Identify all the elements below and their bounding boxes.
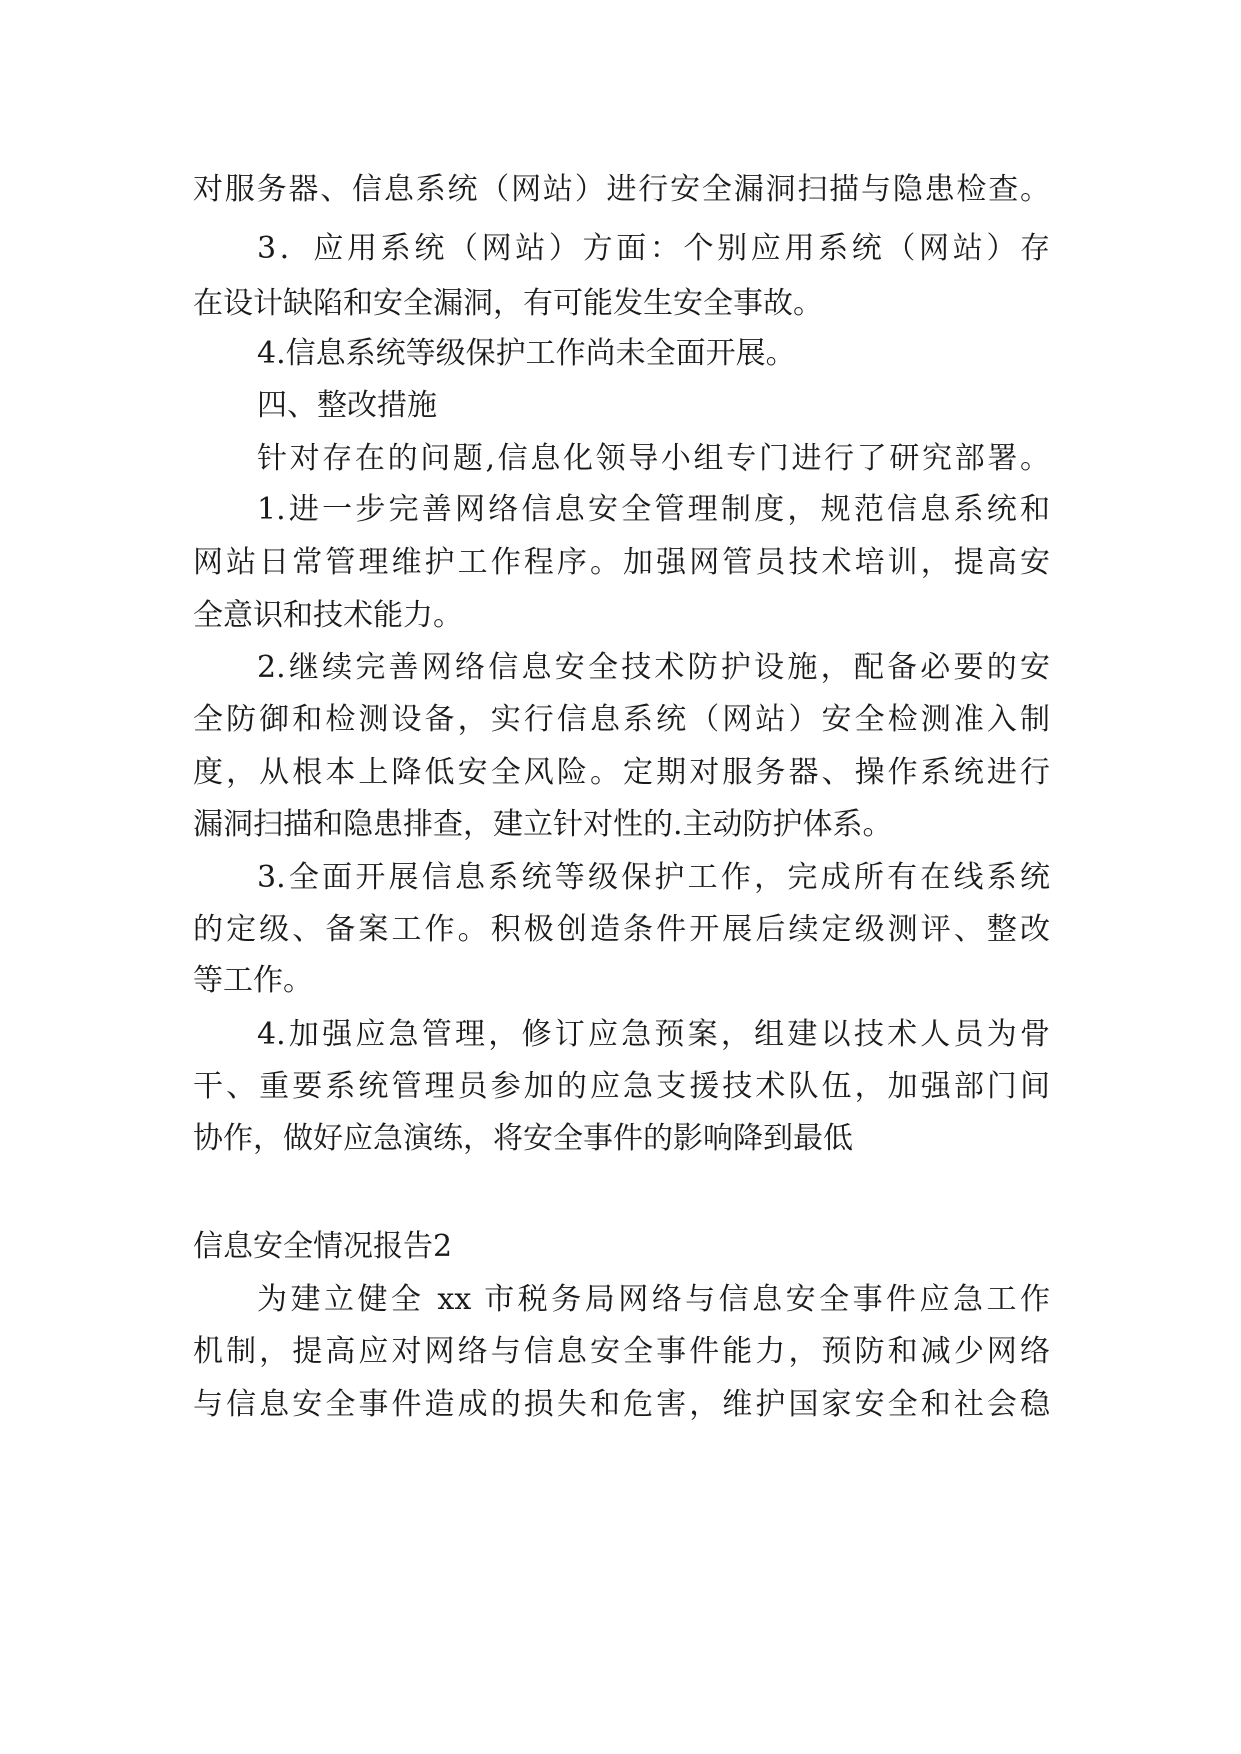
paragraph-line: 网站日常管理维护工作程序。加强网管员技术培训，提高安 bbox=[193, 545, 1050, 580]
paragraph-line: 机制，提高应对网络与信息安全事件能力，预防和减少网络 bbox=[193, 1334, 1050, 1369]
paragraph-line: 全意识和技术能力。 bbox=[193, 598, 463, 633]
paragraph-line: 协作，做好应急演练，将安全事件的影响降到最低 bbox=[193, 1121, 853, 1156]
paragraph-line: 对服务器、信息系统（网站）进行安全漏洞扫描与隐患检查。 bbox=[193, 172, 1050, 207]
paragraph-line: 等工作。 bbox=[193, 963, 313, 998]
section-heading: 四、整改措施 bbox=[257, 388, 437, 423]
paragraph-line: 全防御和检测设备，实行信息系统（网站）安全检测准入制 bbox=[193, 702, 1050, 737]
paragraph-line: 3．应用系统（网站）方面：个别应用系统（网站）存 bbox=[257, 231, 1050, 266]
paragraph-line: 2.继续完善网络信息安全技术防护设施，配备必要的安 bbox=[257, 650, 1050, 685]
paragraph-line: 度，从根本上降低安全风险。定期对服务器、操作系统进行 bbox=[193, 755, 1050, 790]
paragraph-line: 3.全面开展信息系统等级保护工作，完成所有在线系统 bbox=[257, 860, 1050, 895]
paragraph-line: 1.进一步完善网络信息安全管理制度，规范信息系统和 bbox=[257, 492, 1050, 527]
paragraph-line: 针对存在的问题,信息化领导小组专门进行了研究部署。 bbox=[257, 441, 1050, 476]
paragraph-line: 与信息安全事件造成的损失和危害，维护国家安全和社会稳 bbox=[193, 1387, 1050, 1422]
paragraph-line: 干、重要系统管理员参加的应急支援技术队伍，加强部门间 bbox=[193, 1069, 1050, 1104]
paragraph-line: 4.信息系统等级保护工作尚未全面开展。 bbox=[257, 336, 796, 371]
paragraph-line: 的定级、备案工作。积极创造条件开展后续定级测评、整改 bbox=[193, 912, 1050, 947]
report-heading: 信息安全情况报告2 bbox=[193, 1229, 453, 1264]
paragraph-line: 4.加强应急管理，修订应急预案，组建以技术人员为骨 bbox=[257, 1017, 1050, 1052]
paragraph-line: 为建立健全 xx 市税务局网络与信息安全事件应急工作 bbox=[257, 1282, 1050, 1317]
paragraph-line: 漏洞扫描和隐患排查，建立针对性的.主动防护体系。 bbox=[193, 807, 893, 842]
paragraph-line: 在设计缺陷和安全漏洞，有可能发生安全事故。 bbox=[193, 286, 823, 321]
